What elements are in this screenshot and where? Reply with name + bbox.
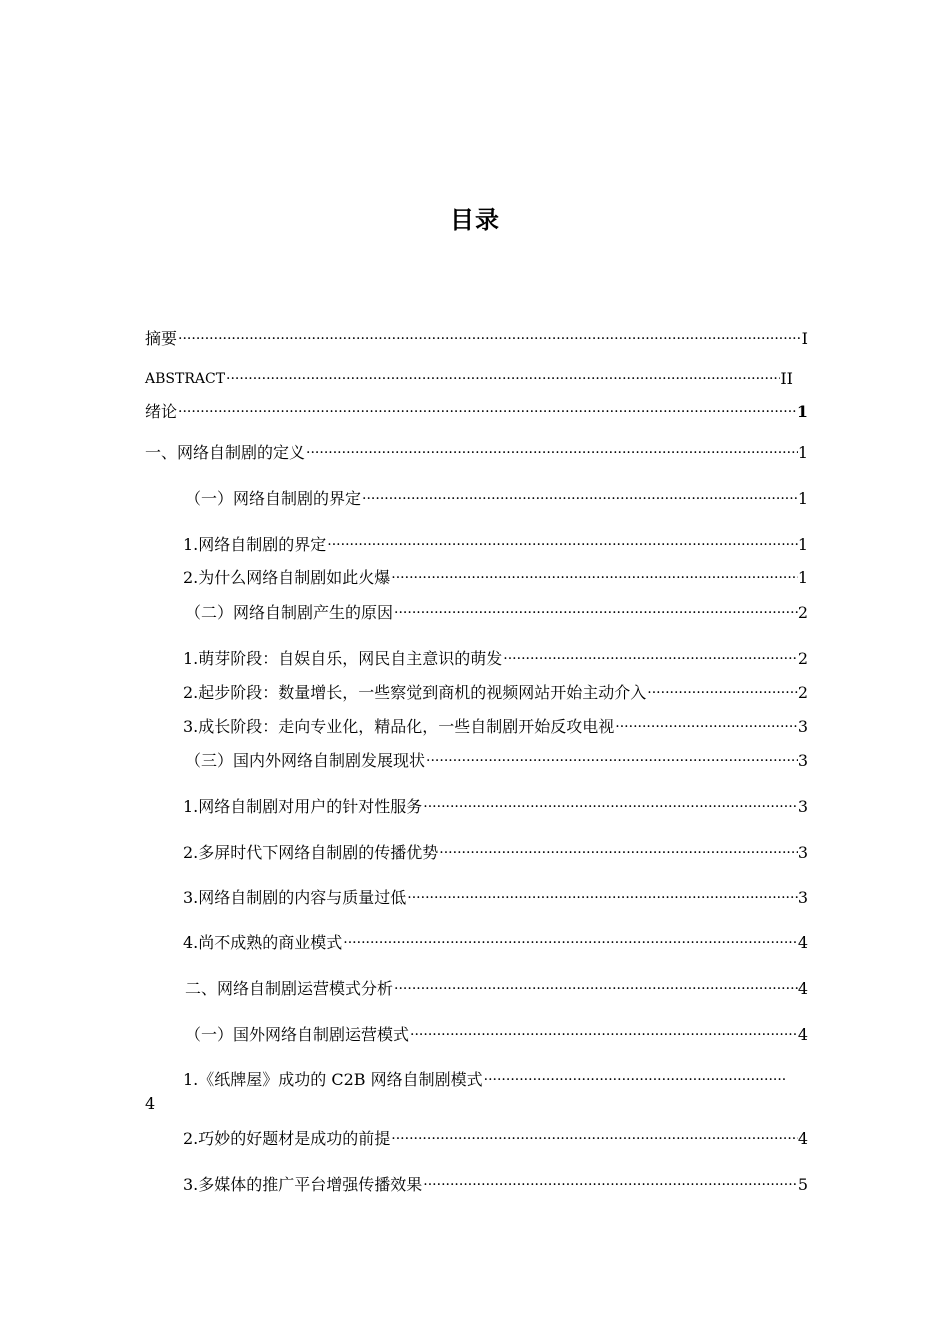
toc-entry-text: （三）国内外网络自制剧发展现状 <box>185 751 426 770</box>
toc-leader-dots <box>342 932 798 954</box>
toc-entry-text: 2.为什么网络自制剧如此火爆 <box>183 568 391 587</box>
toc-entry-text: 二、网络自制剧运营模式分析 <box>185 979 394 998</box>
toc-entry-page: 1 <box>797 568 808 587</box>
toc-leader-dots <box>177 328 802 350</box>
toc-entry-item[interactable] <box>183 680 808 704</box>
toc-leader-dots <box>326 534 798 556</box>
toc-entry-item[interactable] <box>183 714 808 738</box>
toc-entry-introduction[interactable] <box>145 399 808 423</box>
toc-entry-abstract-en[interactable] <box>145 366 793 390</box>
toc-entry-text: ABSTRACT <box>145 371 226 387</box>
toc-entry-page: 1 <box>796 402 808 421</box>
toc-entry-text: 2.巧妙的好题材是成功的前提 <box>183 1129 391 1148</box>
toc-entry-item[interactable] <box>183 565 808 589</box>
toc-entry-page: 2 <box>797 683 808 702</box>
toc-entry-text: 1.萌芽阶段：自娱自乐，网民自主意识的萌发 <box>183 649 503 668</box>
toc-entry-text: 2.多屏时代下网络自制剧的传播优势 <box>183 843 439 862</box>
toc-entry-text: 绪论 <box>145 402 178 421</box>
toc-entry-section-1-1[interactable] <box>185 486 808 510</box>
toc-entry-page: 2 <box>797 603 808 622</box>
toc-leader-dots <box>438 842 798 864</box>
toc-entry-item[interactable] <box>183 885 808 909</box>
toc-entry-page: 5 <box>797 1175 808 1194</box>
toc-entry-item[interactable] <box>183 532 808 556</box>
toc-entry-page: I <box>801 329 808 348</box>
toc-leader-dots <box>422 1174 798 1196</box>
page-title: 目录 <box>450 206 500 234</box>
toc-leader-dots <box>483 1069 785 1091</box>
toc-leader-dots <box>646 682 798 704</box>
toc-entry-page: 3 <box>797 888 808 907</box>
toc-entry-text: 4.尚不成熟的商业模式 <box>183 933 343 952</box>
toc-entry-item[interactable] <box>183 646 808 670</box>
toc-leader-dots <box>361 488 798 510</box>
toc-entry-text: 1.《纸牌屋》成功的 C2B 网络自制剧模式 <box>183 1070 483 1089</box>
toc-leader-dots <box>425 750 798 772</box>
toc-leader-dots <box>390 567 798 589</box>
toc-entry-text: 1.网络自制剧的界定 <box>183 535 327 554</box>
toc-entry-text: 3.成长阶段：走向专业化，精品化，一些自制剧开始反攻电视 <box>183 717 615 736</box>
toc-entry-page: 2 <box>797 649 808 668</box>
toc-entry-chapter-1[interactable] <box>145 440 808 464</box>
toc-entry-page: 4 <box>797 979 808 998</box>
toc-leader-dots <box>409 1024 798 1046</box>
toc-leader-dots <box>305 442 798 464</box>
toc-entry-page: 1 <box>797 489 808 508</box>
toc-entry-section-2-1[interactable] <box>185 1022 808 1046</box>
toc-leader-dots <box>406 887 798 909</box>
toc-leader-dots <box>614 716 798 738</box>
toc-entry-item[interactable] <box>183 794 808 818</box>
toc-leader-dots <box>177 401 797 423</box>
toc-leader-dots <box>502 648 798 670</box>
toc-entry-text: （二）网络自制剧产生的原因 <box>185 603 394 622</box>
toc-entry-page: 1 <box>797 535 808 554</box>
toc-entry-page: 1 <box>797 443 808 462</box>
toc-entry-chapter-2[interactable] <box>185 976 808 1000</box>
toc-entry-wrapped[interactable] <box>183 1069 808 1091</box>
toc-entry-page: 3 <box>797 751 808 770</box>
toc-entry-text: 3.网络自制剧的内容与质量过低 <box>183 888 407 907</box>
toc-leader-dots <box>422 796 798 818</box>
toc-entry-abstract-cn[interactable] <box>145 326 808 350</box>
toc-entry-page: 4 <box>145 1094 156 1113</box>
toc-entry-section-1-3[interactable] <box>185 748 808 772</box>
toc-leader-dots <box>225 368 780 390</box>
toc-entry-page: 4 <box>797 1025 808 1044</box>
toc-entry-page: 3 <box>797 843 808 862</box>
toc-entry-section-1-2[interactable] <box>185 600 808 624</box>
toc-entry-page: 4 <box>797 1129 808 1148</box>
toc-entry-text: （一）国外网络自制剧运营模式 <box>185 1025 410 1044</box>
toc-entry-page: 3 <box>797 797 808 816</box>
toc-entry-text: 3.多媒体的推广平台增强传播效果 <box>183 1175 423 1194</box>
toc-leader-dots <box>393 978 798 1000</box>
toc-entry-text: 2.起步阶段：数量增长，一些察觉到商机的视频网站开始主动介入 <box>183 683 647 702</box>
toc-entry-page: 3 <box>797 717 808 736</box>
toc-entry-text: 一、网络自制剧的定义 <box>145 443 306 462</box>
toc-leader-dots <box>393 602 798 624</box>
toc-entry-page: 4 <box>797 933 808 952</box>
toc-entry-item[interactable] <box>183 930 808 954</box>
toc-entry-item[interactable] <box>183 840 808 864</box>
toc-entry-text: 1.网络自制剧对用户的针对性服务 <box>183 797 423 816</box>
toc-entry-item[interactable] <box>183 1172 808 1196</box>
toc-entry-item[interactable] <box>183 1126 808 1150</box>
toc-entry-text: 摘要 <box>145 329 178 348</box>
toc-entry-page: II <box>780 369 793 388</box>
toc-entry-text: （一）网络自制剧的界定 <box>185 489 362 508</box>
toc-leader-dots <box>390 1128 798 1150</box>
